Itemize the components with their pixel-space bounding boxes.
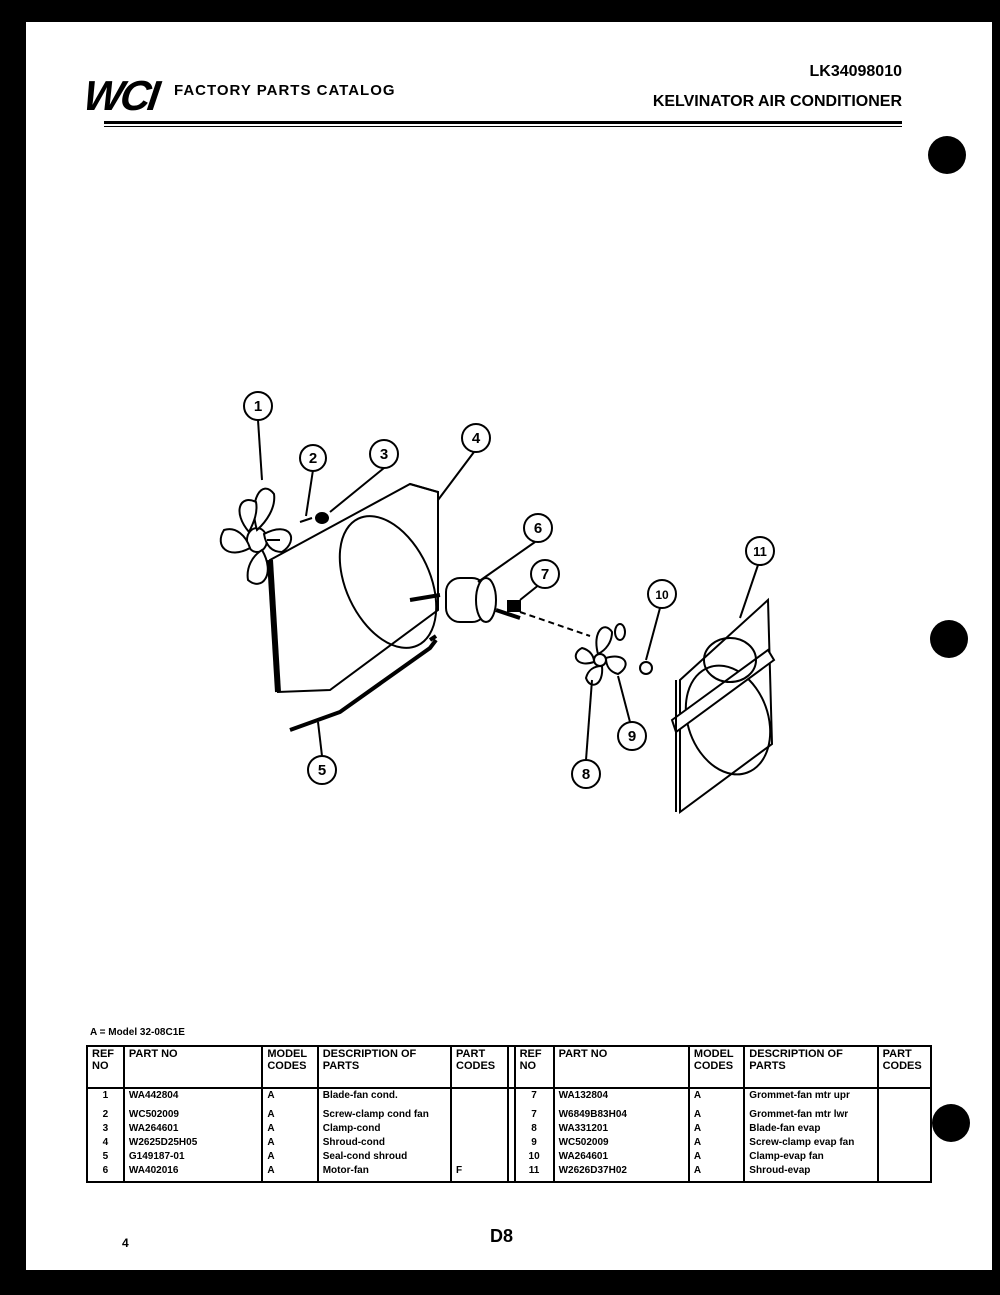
table-header-row: [87, 1046, 931, 1088]
col-desc-2: DESCRIPTION OF PARTS: [744, 1046, 877, 1088]
desc-cell: Blade-fan evap: [744, 1122, 877, 1136]
ref-cell: 7: [515, 1088, 554, 1108]
part-cell: WC502009: [124, 1108, 262, 1122]
ref-cell: 10: [515, 1150, 554, 1164]
callout-5: 5: [317, 762, 327, 779]
col-codes-2: PART CODES: [878, 1046, 931, 1088]
condenser-shroud: [270, 484, 456, 692]
col-ref: REF NO: [87, 1046, 124, 1088]
model-number: LK34098010: [809, 63, 902, 80]
callout-2: 2: [308, 450, 318, 467]
product-name: KELVINATOR AIR CONDITIONER: [652, 93, 902, 110]
code-cell: [451, 1108, 508, 1122]
callout-1: 1: [253, 398, 263, 415]
callout-8: 8: [581, 766, 591, 783]
col-ref-2: REF NO: [515, 1046, 554, 1088]
callout-10: 10: [655, 588, 669, 602]
col-part: PART NO: [124, 1046, 262, 1088]
ref-cell: 9: [515, 1136, 554, 1150]
ref-cell: 1: [87, 1088, 124, 1108]
page-code: D8: [490, 1226, 514, 1246]
col-codes: PART CODES: [451, 1046, 508, 1088]
model-cell: A: [689, 1108, 744, 1122]
model-cell: A: [262, 1136, 317, 1150]
callout-7: 7: [540, 566, 550, 583]
desc-cell: Screw-clamp cond fan: [318, 1108, 451, 1122]
desc-cell: Clamp-evap fan: [744, 1150, 877, 1164]
model-cell: A: [689, 1136, 744, 1150]
model-cell: A: [262, 1164, 317, 1182]
desc-cell: Seal-cond shroud: [318, 1150, 451, 1164]
part-cell: WA264601: [554, 1150, 689, 1164]
table-row: [87, 1164, 931, 1182]
clamp-part: [316, 513, 328, 523]
desc-cell: Clamp-cond: [318, 1122, 451, 1136]
code-cell: [878, 1136, 931, 1150]
model-cell: A: [689, 1150, 744, 1164]
code-cell: [451, 1136, 508, 1150]
page-number: 4: [122, 1236, 129, 1250]
col-model-2: MODEL CODES: [689, 1046, 744, 1088]
callout-3: 3: [379, 446, 389, 463]
model-cell: A: [262, 1150, 317, 1164]
callout-11: 11: [753, 544, 767, 559]
table-row: [87, 1108, 931, 1122]
desc-cell: Motor-fan: [318, 1164, 451, 1182]
code-cell: [878, 1150, 931, 1164]
table-row: [87, 1150, 931, 1164]
callout-9: 9: [627, 728, 637, 745]
ref-cell: 11: [515, 1164, 554, 1182]
part-cell: W6849B83H04: [554, 1108, 689, 1122]
model-cell: A: [689, 1164, 744, 1182]
model-cell: A: [262, 1108, 317, 1122]
table-row: [87, 1136, 931, 1150]
part-cell: G149187-01: [124, 1150, 262, 1164]
ref-cell: 6: [87, 1164, 124, 1182]
ref-cell: 2: [87, 1108, 124, 1122]
model-cell: A: [689, 1122, 744, 1136]
code-cell: F: [451, 1164, 508, 1182]
part-cell: WA331201: [554, 1122, 689, 1136]
part-cell: W2626D37H02: [554, 1164, 689, 1182]
code-cell: [451, 1088, 508, 1108]
ref-cell: 7: [515, 1108, 554, 1122]
col-model: MODEL CODES: [262, 1046, 317, 1088]
ref-cell: 8: [515, 1122, 554, 1136]
part-cell: WC502009: [554, 1136, 689, 1150]
screw-part: [300, 518, 312, 522]
col-part-2: PART NO: [554, 1046, 689, 1088]
part-cell: WA402016: [124, 1164, 262, 1182]
col-desc: DESCRIPTION OF PARTS: [318, 1046, 451, 1088]
ref-cell: 5: [87, 1150, 124, 1164]
callout-4: 4: [471, 430, 481, 447]
evaporator-fan-blade: [576, 624, 626, 685]
evaporator-shroud: [671, 600, 784, 812]
part-cell: WA442804: [124, 1088, 262, 1108]
desc-cell: Blade-fan cond.: [318, 1088, 451, 1108]
part-cell: WA264601: [124, 1122, 262, 1136]
model-key: A = Model 32-08C1E: [90, 1027, 185, 1038]
desc-cell: Screw-clamp evap fan: [744, 1136, 877, 1150]
code-cell: [878, 1108, 931, 1122]
model-cell: A: [689, 1088, 744, 1108]
code-cell: [451, 1122, 508, 1136]
grommet-part: [508, 601, 520, 611]
evap-clamp-part: [640, 662, 652, 674]
desc-cell: Grommet-fan mtr lwr: [744, 1108, 877, 1122]
table-row: [87, 1088, 931, 1108]
code-cell: [878, 1164, 931, 1182]
code-cell: [878, 1088, 931, 1108]
parts-table: [86, 1045, 932, 1183]
desc-cell: Shroud-cond: [318, 1136, 451, 1150]
table-row: [87, 1122, 931, 1136]
model-cell: A: [262, 1088, 317, 1108]
desc-cell: Shroud-evap: [744, 1164, 877, 1182]
catalog-title: FACTORY PARTS CATALOG: [174, 82, 396, 99]
code-cell: [878, 1122, 931, 1136]
ref-cell: 3: [87, 1122, 124, 1136]
part-cell: W2625D25H05: [124, 1136, 262, 1150]
model-cell: A: [262, 1122, 317, 1136]
desc-cell: Grommet-fan mtr upr: [744, 1088, 877, 1108]
part-cell: WA132804: [554, 1088, 689, 1108]
wci-logo: WCI: [80, 72, 161, 119]
code-cell: [451, 1150, 508, 1164]
callout-6: 6: [533, 520, 543, 537]
ref-cell: 4: [87, 1136, 124, 1150]
